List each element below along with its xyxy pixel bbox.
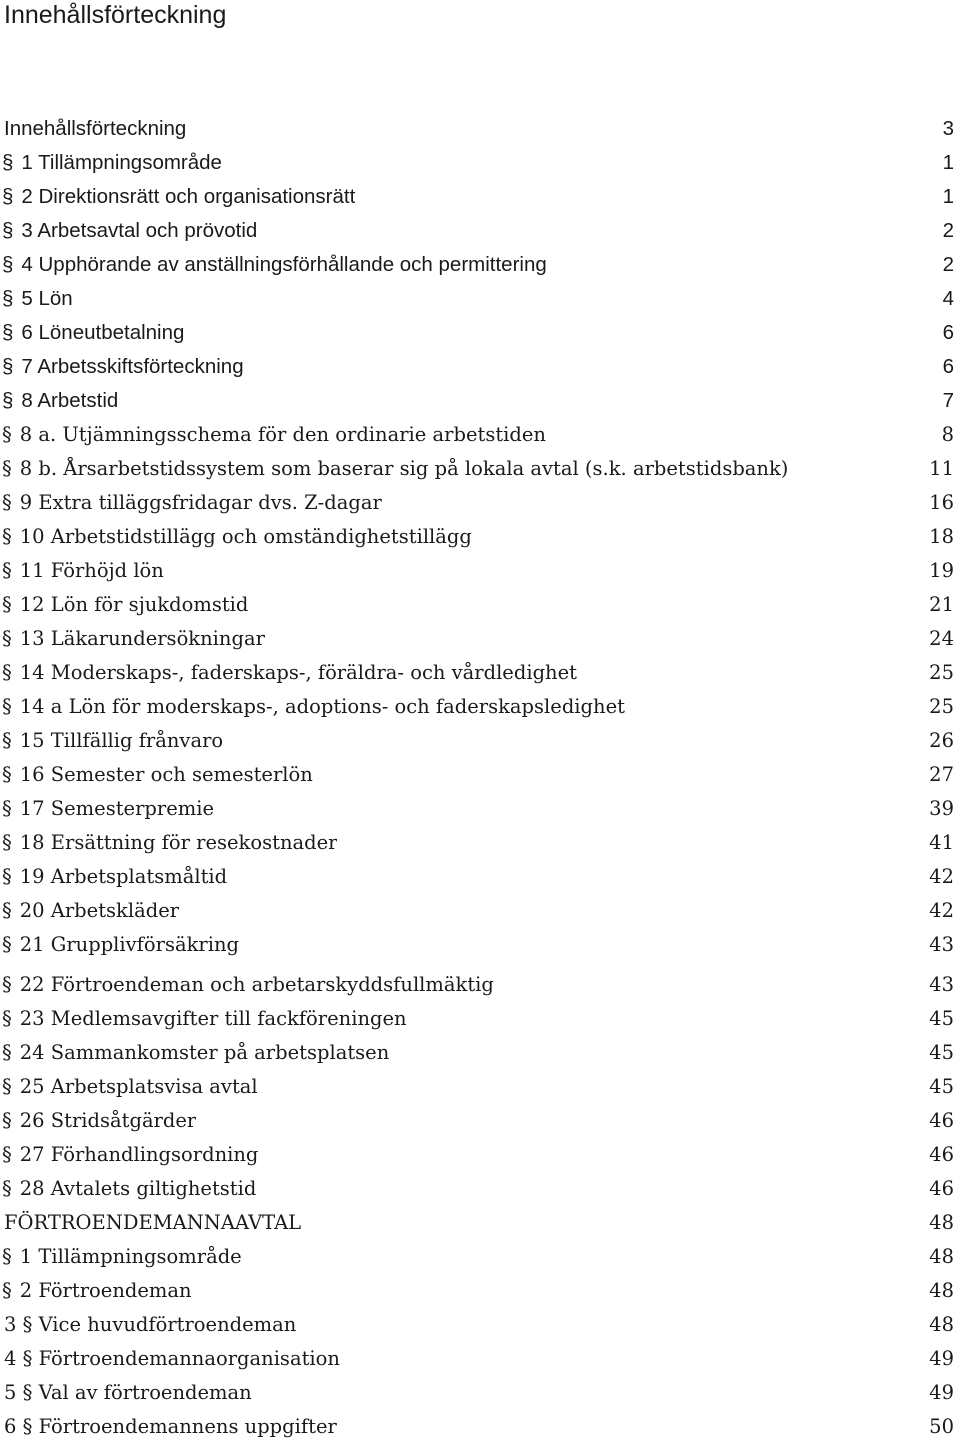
toc-entry-title	[0, 1038, 389, 1068]
toc-entry[interactable]	[0, 250, 954, 280]
section-symbol: §	[2, 287, 14, 310]
toc-entry-page: 4	[942, 287, 954, 310]
toc-entry-label: 22 Förtroendeman och arbetarskyddsfullmäktig	[19, 973, 494, 996]
toc-entry[interactable]	[0, 970, 954, 1000]
toc-entry[interactable]	[0, 216, 954, 246]
toc-entry-page: 16	[929, 491, 954, 514]
toc-entry[interactable]	[0, 794, 954, 824]
toc-entry-page: 8	[941, 423, 954, 446]
toc-entry-label: 14 Moderskaps-, faderskaps-, föräldra- och vårdledighet	[19, 661, 577, 684]
section-symbol: §	[2, 491, 12, 514]
toc-entry-label: 11 Förhöjd lön	[19, 559, 164, 582]
toc-entry-title	[0, 1242, 242, 1272]
toc-entry[interactable]	[0, 284, 954, 314]
toc-entry-label: 6 Löneutbetalning	[21, 321, 185, 344]
section-symbol: §	[2, 661, 12, 684]
toc-entry-title	[0, 590, 248, 620]
section-symbol: §	[2, 973, 12, 996]
toc-entry-page: 46	[929, 1109, 954, 1132]
toc-entry-title	[0, 284, 73, 314]
toc-entry-page: 43	[929, 973, 954, 996]
toc-entry-title	[0, 216, 257, 246]
section-symbol: §	[2, 865, 12, 888]
toc-entry-page: 11	[929, 457, 954, 480]
section-symbol: §	[2, 899, 12, 922]
toc-entry-label: 4 Upphörande av anställningsförhållande och permittering	[21, 253, 547, 276]
toc-entry[interactable]	[0, 1174, 954, 1204]
toc-entry-label: Vice huvudförtroendeman	[38, 1313, 297, 1336]
section-symbol: §	[2, 1143, 12, 1166]
toc-entry[interactable]	[0, 1242, 954, 1272]
section-symbol: §	[2, 355, 14, 378]
section-symbol: §	[2, 219, 14, 242]
toc-entry[interactable]	[0, 896, 954, 926]
toc-entry-label: 27 Förhandlingsordning	[19, 1143, 259, 1166]
toc-entry-title	[0, 1106, 196, 1136]
section-symbol: §	[2, 593, 12, 616]
toc-entry[interactable]	[0, 930, 954, 960]
toc-entry-title	[0, 930, 239, 960]
toc-entry-page: 48	[929, 1211, 954, 1234]
toc-entry-label: 8 a. Utjämningsschema för den ordinarie arbetstiden	[19, 423, 546, 446]
toc-entry[interactable]	[0, 522, 954, 552]
toc-entry-label: 21 Grupplivförsäkring	[19, 933, 240, 956]
toc-entry-label: 24 Sammankomster på arbetsplatsen	[19, 1041, 390, 1064]
toc-entry-page: 42	[929, 865, 954, 888]
toc-entry-page: 45	[929, 1007, 954, 1030]
toc-entry-label: 15 Tillfällig frånvaro	[19, 729, 224, 752]
toc-entry-title	[0, 454, 788, 484]
toc-entry-title	[0, 896, 179, 926]
section-symbol: §	[2, 457, 12, 480]
toc-entry-title	[0, 488, 382, 518]
toc-entry-label: 28 Avtalets giltighetstid	[19, 1177, 257, 1200]
toc-entry-page: 46	[929, 1143, 954, 1166]
toc-entry-title	[0, 1004, 407, 1034]
toc-entry[interactable]	[0, 862, 954, 892]
toc-entry[interactable]	[0, 1208, 954, 1238]
toc-entry-page: 7	[942, 389, 954, 412]
toc-entry-label: 8 b. Årsarbetstidssystem som baserar sig på lokala avtal (s.k. arbetstidsbank)	[19, 457, 789, 480]
toc-entry-page: 43	[929, 933, 954, 956]
toc-entry[interactable]	[0, 352, 954, 382]
toc-entry-number: 3	[4, 1313, 23, 1336]
toc-entry[interactable]	[0, 692, 954, 722]
toc-entry-title	[0, 1344, 340, 1374]
toc-entry-title	[0, 726, 223, 756]
toc-entry-page: 24	[929, 627, 954, 650]
section-symbol: §	[22, 1415, 39, 1438]
toc-entry-page: 19	[929, 559, 954, 582]
toc-entry-title	[0, 1310, 296, 1340]
section-symbol: §	[2, 1245, 12, 1268]
section-symbol: §	[2, 559, 12, 582]
toc-entry[interactable]	[0, 148, 954, 178]
toc-entry-page: 42	[929, 899, 954, 922]
toc-entry-label: Förtroendemannaorganisation	[38, 1347, 340, 1370]
toc-entry-label: 25 Arbetsplatsvisa avtal	[19, 1075, 258, 1098]
toc-entry-page: 41	[929, 831, 954, 854]
toc-entry[interactable]	[0, 1344, 954, 1374]
section-symbol: §	[2, 695, 12, 718]
section-symbol: §	[2, 763, 12, 786]
toc-entry-label: 7 Arbetsskiftsförteckning	[21, 355, 244, 378]
toc-entry-title	[0, 352, 244, 382]
toc-entry-label: 9 Extra tilläggsfridagar dvs. Z-dagar	[19, 491, 382, 514]
toc-entry-title	[0, 624, 265, 654]
toc-entry-title	[0, 1072, 258, 1102]
toc-entry-title	[0, 794, 214, 824]
toc-entry-page: 49	[929, 1347, 954, 1370]
toc-entry-label: Förtroendemannens uppgifter	[38, 1415, 337, 1438]
toc-entry-title: FÖRTROENDEMANNAAVTAL	[4, 1211, 302, 1234]
toc-entry-title	[0, 1174, 256, 1204]
toc-entry-page: 27	[929, 763, 954, 786]
toc-entry[interactable]	[0, 1412, 954, 1442]
toc-entry[interactable]	[0, 1276, 954, 1306]
toc-entry-title	[0, 862, 227, 892]
toc-entry-number: 6	[4, 1415, 23, 1438]
toc-entry-label: 2 Direktionsrätt och organisationsrätt	[21, 185, 356, 208]
toc-entry[interactable]	[0, 1140, 954, 1170]
toc-entry-label: 5 Lön	[21, 287, 73, 310]
section-symbol: §	[2, 1279, 12, 1302]
toc-entry-page: 3	[942, 117, 954, 140]
toc-entry[interactable]	[0, 624, 954, 654]
toc-entry-page: 2	[942, 253, 954, 276]
section-symbol: §	[2, 831, 12, 854]
toc-entry-page: 18	[929, 525, 954, 548]
toc-entry-page: 25	[929, 661, 954, 684]
toc-entry-title	[0, 250, 547, 280]
toc-entry[interactable]	[0, 1378, 954, 1408]
toc-entry-title	[0, 692, 625, 722]
toc-entry-label: 17 Semesterpremie	[19, 797, 215, 820]
section-symbol: §	[2, 933, 12, 956]
toc-entry-page: 2	[942, 219, 954, 242]
toc-entry[interactable]	[0, 828, 954, 858]
section-symbol: §	[2, 627, 12, 650]
toc-entry[interactable]	[0, 386, 954, 416]
toc-entry-title	[0, 1378, 252, 1408]
toc-entry[interactable]	[0, 1310, 954, 1340]
section-symbol: §	[2, 1177, 12, 1200]
section-symbol: §	[2, 423, 12, 446]
toc-entry-page: 49	[929, 1381, 954, 1404]
toc-entry-title	[0, 760, 313, 790]
toc-entry-title: Innehållsförteckning	[4, 117, 187, 140]
section-symbol: §	[2, 321, 14, 344]
toc-entry-label: 3 Arbetsavtal och prövotid	[21, 219, 258, 242]
toc-entry-title	[0, 1140, 258, 1170]
toc-entry[interactable]	[0, 590, 954, 620]
toc-entry-title	[0, 386, 118, 416]
toc-entry-page: 50	[929, 1415, 954, 1438]
toc-entry-title	[0, 182, 355, 212]
toc-entry-title	[0, 828, 337, 858]
toc-entry-number: 4	[4, 1347, 23, 1370]
section-symbol: §	[2, 253, 14, 276]
section-symbol: §	[2, 1041, 12, 1064]
toc-entry-label: 8 Arbetstid	[21, 389, 119, 412]
section-symbol: §	[22, 1313, 39, 1336]
toc-entry-title	[0, 522, 472, 552]
toc-entry-label: Val av förtroendeman	[38, 1381, 252, 1404]
toc-entry[interactable]	[0, 1038, 954, 1068]
toc-entry[interactable]	[0, 726, 954, 756]
toc-entry[interactable]	[0, 1004, 954, 1034]
toc-entry-page: 45	[929, 1075, 954, 1098]
toc-entry-page: 21	[929, 593, 954, 616]
toc-entry[interactable]	[0, 182, 954, 212]
toc-entry[interactable]	[0, 556, 954, 586]
toc-entry-label: 20 Arbetskläder	[19, 899, 180, 922]
toc-entry-page: 25	[929, 695, 954, 718]
toc-entry-number: 5	[4, 1381, 23, 1404]
toc-entry-title	[0, 556, 164, 586]
toc-entry[interactable]	[0, 114, 954, 144]
toc-entry[interactable]	[0, 318, 954, 348]
toc-entry-title	[0, 420, 546, 450]
section-symbol: §	[2, 729, 12, 752]
section-symbol: §	[2, 1075, 12, 1098]
section-symbol: §	[2, 525, 12, 548]
toc-entry-page: 1	[942, 151, 954, 174]
section-symbol: §	[2, 797, 12, 820]
toc-entry[interactable]	[0, 760, 954, 790]
toc-entry-label: 16 Semester och semesterlön	[19, 763, 313, 786]
toc-entry-label: 26 Stridsåtgärder	[19, 1109, 197, 1132]
toc-entry-page: 1	[942, 185, 954, 208]
toc-entry[interactable]	[0, 488, 954, 518]
toc-entry[interactable]	[0, 1106, 954, 1136]
toc-entry-page: 39	[929, 797, 954, 820]
section-symbol: §	[2, 151, 14, 174]
toc-entry-label: 2 Förtroendeman	[19, 1279, 192, 1302]
toc-entry-page: 45	[929, 1041, 954, 1064]
toc-entry-page: 6	[942, 321, 954, 344]
section-symbol: §	[2, 1007, 12, 1030]
section-symbol: §	[2, 1109, 12, 1132]
toc-entry-page: 26	[929, 729, 954, 752]
section-symbol: §	[2, 389, 14, 412]
toc-entry-title	[0, 148, 222, 178]
section-symbol: §	[2, 185, 14, 208]
toc-entry-page: 48	[929, 1279, 954, 1302]
toc-entry[interactable]	[0, 420, 954, 450]
section-symbol: §	[22, 1347, 39, 1370]
toc-entry-label: 12 Lön för sjukdomstid	[19, 593, 249, 616]
toc-entry[interactable]	[0, 658, 954, 688]
page-title: Innehållsförteckning	[4, 1, 227, 29]
toc-entry[interactable]	[0, 1072, 954, 1102]
toc-entry-label: 10 Arbetstidstillägg och omständighetstillägg	[19, 525, 472, 548]
section-symbol: §	[22, 1381, 39, 1404]
toc-entry-label: 14 a Lön för moderskaps-, adoptions- och faderskapsledighet	[19, 695, 625, 718]
toc-entry-title	[0, 658, 577, 688]
toc-entry[interactable]	[0, 454, 954, 484]
toc-entry-title	[0, 318, 184, 348]
toc-entry-page: 48	[929, 1245, 954, 1268]
toc-entry-label: 1 Tillämpningsområde	[21, 151, 222, 174]
toc-entry-label: 1 Tillämpningsområde	[19, 1245, 242, 1268]
toc-entry-label: 18 Ersättning för resekostnader	[19, 831, 338, 854]
toc-entry-title	[0, 1276, 192, 1306]
toc-entry-label: 23 Medlemsavgifter till fackföreningen	[19, 1007, 407, 1030]
toc-entry-title	[0, 1412, 337, 1442]
toc-entry-label: 19 Arbetsplatsmåltid	[19, 865, 228, 888]
toc-entry-label: 13 Läkarundersökningar	[19, 627, 265, 650]
toc-entry-title	[0, 970, 494, 1000]
toc-entry-page: 6	[942, 355, 954, 378]
toc-entry-page: 46	[929, 1177, 954, 1200]
toc-entry-page: 48	[929, 1313, 954, 1336]
